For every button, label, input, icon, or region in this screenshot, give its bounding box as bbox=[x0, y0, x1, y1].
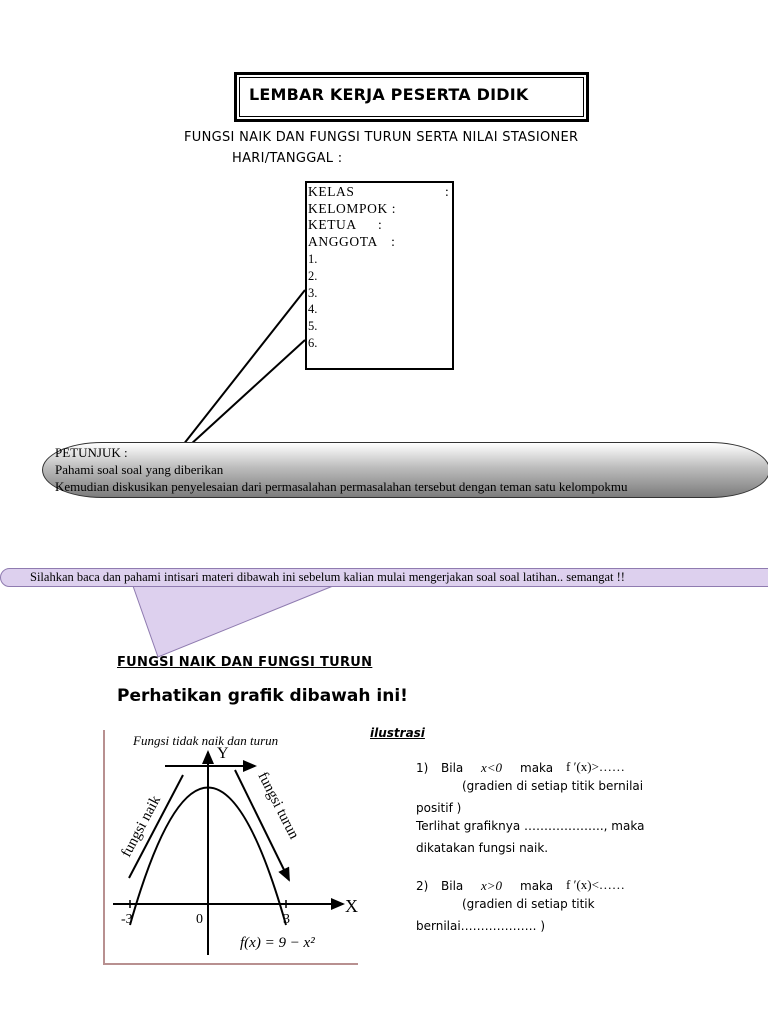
y-axis-label: Y bbox=[217, 745, 229, 762]
callout-line-2 bbox=[190, 340, 305, 445]
date-label: HARI/TANGGAL : bbox=[232, 151, 343, 166]
tick-label-0: 0 bbox=[196, 912, 203, 927]
member-6: 6. bbox=[308, 336, 318, 350]
graph-instruction: Perhatikan grafik dibawah ini! bbox=[117, 686, 408, 706]
kelas-label: KELAS bbox=[308, 184, 355, 199]
item2-maka: maka bbox=[520, 879, 554, 893]
anggota-label: ANGGOTA : bbox=[308, 234, 396, 249]
member-5: 5. bbox=[308, 319, 318, 333]
callout-line-1 bbox=[183, 290, 305, 445]
graph-caption: Fungsi tidak naik dan turun bbox=[133, 733, 279, 748]
item1-positif: positif ) bbox=[416, 801, 462, 815]
kelas-colon: : bbox=[445, 184, 450, 199]
item2-gradien: (gradien di setiap titik bbox=[462, 897, 595, 911]
item1-fprime: f ′(x)>…… bbox=[566, 759, 625, 774]
ilustrasi-label: ilustrasi bbox=[370, 726, 425, 740]
petunjuk-line-2: Kemudian diskusikan penyelesaian dari permasalahan permasalahan tersebut dengan teman satu kelompokmu bbox=[55, 479, 628, 494]
worksheet-title: LEMBAR KERJA PESERTA DIDIK bbox=[249, 85, 529, 104]
item1-number: 1) bbox=[416, 761, 429, 775]
item1-maka: maka bbox=[520, 761, 554, 775]
item1-gradien: (gradien di setiap titik bernilai bbox=[462, 779, 644, 793]
fungsi-turun-label: fungsi turun bbox=[254, 769, 302, 842]
member-1: 1. bbox=[308, 252, 318, 266]
item2-condition: x>0 bbox=[481, 878, 503, 893]
member-4: 4. bbox=[308, 302, 318, 316]
petunjuk-line-1: Pahami soal soal yang diberikan bbox=[55, 462, 224, 477]
worksheet-subtitle: FUNGSI NAIK DAN FUNGSI TURUN SERTA NILAI STASIONER bbox=[184, 130, 579, 145]
item2-bila: Bila bbox=[441, 879, 464, 893]
item1-terlihat: Terlihat grafiknya ……………….., maka bbox=[416, 819, 645, 833]
section-heading: FUNGSI NAIK DAN FUNGSI TURUN bbox=[117, 655, 373, 670]
member-3: 3. bbox=[308, 286, 318, 300]
lilac-callout-tail bbox=[133, 586, 333, 657]
ketua-label: KETUA : bbox=[308, 217, 383, 232]
kelompok-label: KELOMPOK : bbox=[308, 201, 397, 216]
item2-number: 2) bbox=[416, 879, 429, 893]
item1-bila: Bila bbox=[441, 761, 464, 775]
member-2: 2. bbox=[308, 269, 318, 283]
tick-label-neg3: -3 bbox=[121, 912, 133, 927]
parabola-graph bbox=[105, 730, 360, 963]
formula-label: f(x) = 9 − x² bbox=[240, 935, 315, 951]
tick-label-3: 3 bbox=[283, 912, 290, 927]
item2-bernilai: bernilai………………. ) bbox=[416, 919, 545, 933]
petunjuk-title: PETUNJUK : bbox=[55, 445, 128, 460]
fungsi-naik-label: fungsi naik bbox=[118, 793, 165, 860]
instruction-banner-text: Silahkan baca dan pahami intisari materi dibawah ini sebelum kalian mulai mengerjakan soal soal latihan.. semangat !! bbox=[30, 570, 625, 584]
item2-fprime: f ′(x)<…… bbox=[566, 877, 625, 892]
item1-condition: x<0 bbox=[481, 760, 503, 775]
item1-dikatakan: dikatakan fungsi naik. bbox=[416, 841, 549, 855]
x-axis-label: X bbox=[345, 896, 358, 916]
